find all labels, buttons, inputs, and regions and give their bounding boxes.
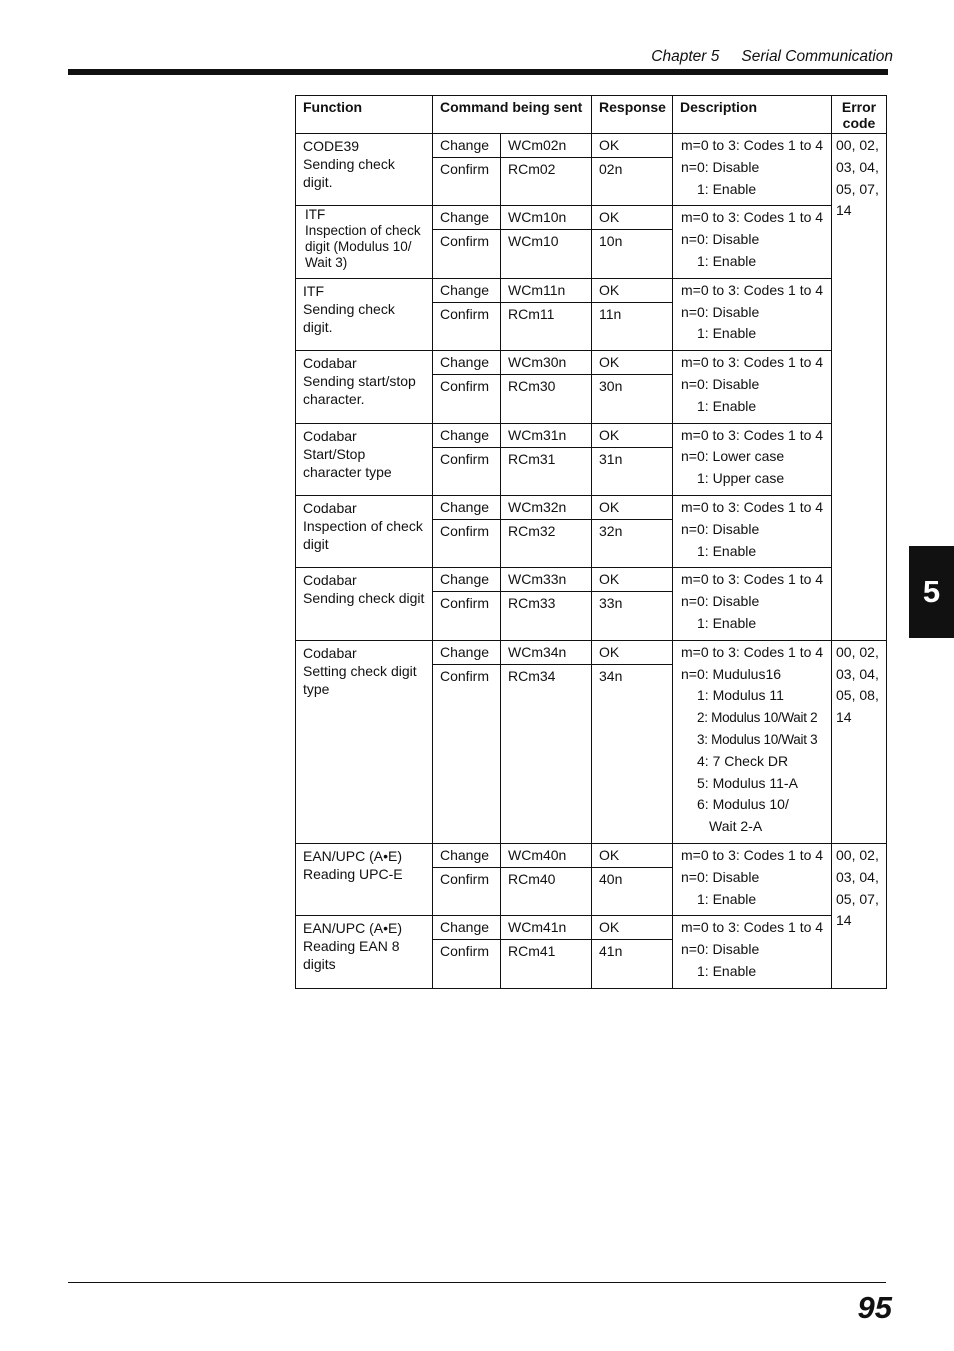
mode-cell: Confirm [433,302,501,350]
description-line: n=0: Disable [681,231,760,248]
function-line: Codabar [303,499,357,516]
table-row [296,640,887,664]
error-code-line: 03, 04, [836,665,879,682]
footer-rule [68,1282,886,1283]
description-line: m=0 to 3: Codes 1 to 4 [681,137,824,153]
description-line: m=0 to 3: Codes 1 to 4 [681,571,824,588]
response-cell: OK [592,495,673,519]
description-line: 3: Modulus 10/Wait 3 [697,731,818,747]
table-row [296,843,887,867]
description-cell [673,351,832,423]
error-code-cell [832,640,887,843]
function-line: Reading UPC-E [303,865,403,882]
function-line: ITF [305,207,326,223]
function-cell [296,495,433,567]
mode-cell: Confirm [433,519,501,567]
command-cell: RCm33 [501,592,592,640]
function-line: Start/Stop [303,445,366,462]
function-line: EAN/UPC (A•E) [303,920,403,937]
function-line: Inspection of check [305,223,421,239]
header-rule [68,69,888,75]
description-line: 1: Modulus 11 [697,687,784,704]
mode-cell: Confirm [433,940,501,988]
mode-cell: Change [433,423,501,447]
command-cell: RCm32 [501,519,592,567]
section-title: Serial Communication [741,48,893,65]
description-line: 1: Enable [697,252,757,269]
response-cell: 02n [592,158,673,206]
response-cell: 33n [592,592,673,640]
command-cell: WCm11n [501,278,592,302]
command-cell: WCm02n [501,134,592,158]
response-cell: OK [592,278,673,302]
mode-cell: Confirm [433,375,501,423]
command-cell: WCm41n [501,916,592,940]
function-cell [296,423,433,495]
function-cell [296,206,433,278]
function-line: Reading EAN 8 [303,938,400,955]
description-line: n=0: Mudulus16 [681,665,782,682]
function-line: digit (Modulus 10/ [305,239,412,255]
function-line: CODE39 [303,138,360,154]
description-line: 5: Modulus 11-A [697,774,798,791]
function-line: character. [303,391,365,408]
description-line: 6: Modulus 10/ [697,796,789,813]
function-cell [296,916,433,988]
response-cell: 31n [592,447,673,495]
mode-cell: Change [433,495,501,519]
header-function: Function [296,96,433,134]
description-line: m=0 to 3: Codes 1 to 4 [681,846,824,863]
mode-cell: Change [433,916,501,940]
description-line: 1: Enable [697,962,757,979]
description-line: n=0: Disable [681,593,760,610]
function-line: digit. [303,318,333,335]
table-row [296,495,887,519]
description-line: 4: 7 Check DR [697,752,789,769]
response-cell: 41n [592,940,673,988]
function-line: Sending check digit [303,590,425,607]
error-code-line: 14 [836,912,852,929]
mode-cell: Change [433,843,501,867]
description-line: m=0 to 3: Codes 1 to 4 [681,643,824,660]
mode-cell: Confirm [433,447,501,495]
table-row [296,206,887,230]
function-cell [296,134,433,206]
command-cell: WCm33n [501,568,592,592]
response-cell: 30n [592,375,673,423]
mode-cell: Change [433,351,501,375]
description-line: 2: Modulus 10/Wait 2 [697,710,818,726]
response-cell: OK [592,843,673,867]
function-cell [296,568,433,640]
mode-cell: Change [433,278,501,302]
response-cell: OK [592,916,673,940]
response-cell: OK [592,206,673,230]
function-line: Wait 3) [305,255,348,271]
description-line: n=0: Disable [681,375,760,392]
description-line: n=0: Disable [681,941,760,958]
command-cell: WCm40n [501,843,592,867]
response-cell: OK [592,640,673,664]
mode-cell: Change [433,640,501,664]
command-cell: WCm10 [501,230,592,278]
mode-cell: Confirm [433,867,501,915]
error-code-line: 05, 08, [836,687,879,704]
table-header-row [296,96,887,134]
description-line: n=0: Disable [681,520,760,537]
response-cell: 10n [592,230,673,278]
description-cell [673,278,832,350]
command-cell: WCm10n [501,206,592,230]
description-line: m=0 to 3: Codes 1 to 4 [681,281,824,298]
function-line: Setting check digit [303,662,417,679]
function-line: Inspection of check [303,517,423,534]
mode-cell: Change [433,568,501,592]
error-code-line: 14 [836,202,852,219]
function-line: Sending check [303,156,395,172]
description-line: 1: Upper case [697,470,785,487]
response-cell: OK [592,568,673,592]
description-line: m=0 to 3: Codes 1 to 4 [681,354,824,371]
description-cell [673,568,832,640]
command-cell: RCm11 [501,302,592,350]
description-cell [673,206,832,278]
table-row [296,423,887,447]
command-table [295,95,887,989]
error-code-line: 00, 02, [836,137,879,153]
function-cell [296,351,433,423]
description-line: m=0 to 3: Codes 1 to 4 [681,209,824,226]
error-code-cell [832,134,887,641]
function-line: Codabar [303,355,357,372]
mode-cell: Confirm [433,664,501,843]
mode-cell: Change [433,134,501,158]
description-line: n=0: Disable [681,158,760,175]
function-line: Codabar [303,572,357,589]
command-cell: RCm02 [501,158,592,206]
table-row [296,134,887,158]
table-row [296,351,887,375]
command-cell: WCm30n [501,351,592,375]
description-line: 1: Enable [697,180,757,197]
table-row [296,278,887,302]
description-line: 1: Enable [697,397,757,414]
function-line: EAN/UPC (A•E) [303,847,403,864]
header-command: Command being sent [433,96,592,134]
function-line: ITF [303,282,324,299]
response-cell: OK [592,423,673,447]
page-header [68,47,893,67]
description-line: 1: Enable [697,542,757,559]
function-line: digit. [303,174,333,190]
command-cell: RCm41 [501,940,592,988]
error-code-line: 05, 07, [836,890,879,907]
description-cell [673,495,832,567]
description-cell [673,423,832,495]
function-line: Sending check [303,300,395,317]
mode-cell: Confirm [433,592,501,640]
chapter-label: Chapter 5 [651,48,720,65]
response-cell: 32n [592,519,673,567]
function-cell [296,278,433,350]
description-line: n=0: Disable [681,303,760,320]
function-line: digits [303,956,336,973]
command-cell: RCm31 [501,447,592,495]
table-row [296,916,887,940]
description-line: 1: Enable [697,325,757,342]
error-code-line: 00, 02, [836,643,879,660]
command-cell: WCm34n [501,640,592,664]
table-row [296,568,887,592]
error-code-line: 03, 04, [836,158,879,175]
description-cell [673,640,832,843]
header-response: Response [592,96,673,134]
function-line: Sending start/stop [303,373,416,390]
mode-cell: Change [433,206,501,230]
header-description: Description [673,96,832,134]
description-line: m=0 to 3: Codes 1 to 4 [681,426,824,443]
description-cell [673,843,832,915]
description-cell [673,134,832,206]
command-cell: WCm32n [501,495,592,519]
description-line: Wait 2-A [709,818,763,835]
description-line: n=0: Disable [681,868,760,885]
error-code-line: 05, 07, [836,180,879,197]
description-line: 1: Enable [697,614,757,631]
function-line: Codabar [303,644,357,661]
function-line: type [303,680,330,697]
function-line: digit [303,535,329,552]
page-number: 95 [857,1290,892,1325]
error-code-line: 03, 04, [836,868,879,885]
response-cell: 34n [592,664,673,843]
description-cell [673,916,832,988]
command-cell: RCm34 [501,664,592,843]
mode-cell: Confirm [433,230,501,278]
header-error-code: Error code [832,96,887,134]
function-line: Codabar [303,427,357,444]
function-cell [296,843,433,915]
description-line: m=0 to 3: Codes 1 to 4 [681,919,824,936]
description-line: m=0 to 3: Codes 1 to 4 [681,498,824,515]
response-cell: OK [592,351,673,375]
description-line: n=0: Lower case [681,448,785,465]
error-code-line: 00, 02, [836,846,879,863]
error-code-line: 14 [836,709,852,726]
response-cell: OK [592,134,673,158]
function-cell [296,640,433,843]
chapter-tab: 5 [909,546,954,638]
command-cell: RCm40 [501,867,592,915]
error-code-cell [832,843,887,988]
response-cell: 11n [592,302,673,350]
function-line: character type [303,463,392,480]
response-cell: 40n [592,867,673,915]
description-line: 1: Enable [697,890,757,907]
mode-cell: Confirm [433,158,501,206]
command-cell: RCm30 [501,375,592,423]
command-cell: WCm31n [501,423,592,447]
